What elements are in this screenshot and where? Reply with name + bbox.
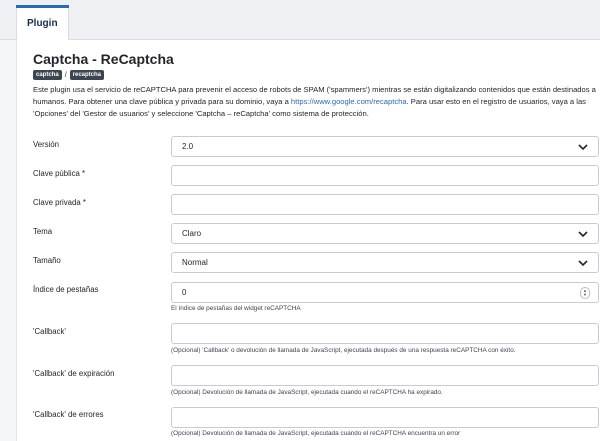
- badge-group: [33, 70, 104, 80]
- description-text-end: . Para usar esto en el registro de usuarios, vaya a las 'Opciones' del 'Gestor de usuarios' y seleccione 'Captcha – reCaptcha' como sistema de protección.: [33, 97, 586, 118]
- callback-label: 'Callback': [33, 327, 66, 336]
- size-select[interactable]: [171, 252, 599, 273]
- tabindex-input[interactable]: [171, 282, 599, 303]
- private-key-input[interactable]: [171, 194, 599, 215]
- callback-help: (Opcional) 'Callback' o devolución de llamada de JavaScript, ejecutada después de una respuesta reCAPTCHA con éxito.: [171, 347, 516, 354]
- badge-recaptcha: recaptcha: [70, 70, 104, 80]
- tabindex-label: Índice de pestañas: [33, 285, 99, 294]
- callback-input[interactable]: [171, 323, 599, 344]
- badge-captcha: captcha: [33, 70, 62, 80]
- badge-separator: /: [64, 71, 67, 79]
- error-callback-help: (Opcional) Devolución de llamada de JavaScript, ejecutada cuando el reCAPTCHA encuentra un error: [171, 430, 461, 437]
- error-callback-label: 'Callback' de errores: [33, 410, 104, 419]
- theme-label: Tema: [33, 227, 53, 236]
- private-key-label: Clave privada *: [33, 198, 86, 207]
- tabindex-help: El índice de pestañas del widget reCAPTCHA: [171, 305, 301, 312]
- tab-bar: [0, 0, 600, 40]
- expired-callback-label: 'Callback' de expiración: [33, 369, 115, 378]
- recaptcha-link[interactable]: https://www.google.com/recaptcha: [290, 97, 407, 106]
- plugin-description: [33, 84, 597, 120]
- theme-value: Claro: [182, 229, 202, 238]
- version-select[interactable]: [171, 136, 599, 157]
- expired-callback-help: (Opcional) Devolución de llamada de JavaScript, ejecutada cuando el reCAPTCHA ha expirado.: [171, 389, 443, 396]
- plugin-panel: [16, 40, 600, 441]
- tabindex-value: 0: [182, 288, 187, 297]
- version-value: 2.0: [182, 142, 194, 151]
- tab-plugin[interactable]: Plugin: [16, 5, 69, 40]
- expired-callback-input[interactable]: [171, 365, 599, 386]
- description-text: Este plugin usa el servicio de reCAPTCHA para prevenir el acceso de robots de SPAM ('spammers') mientras se están digitalizando contenidos que están destinados a humanos. Para obtener una clave pública y privada para su dominio, vaya a: [33, 85, 596, 106]
- public-key-label: Clave pública *: [33, 169, 86, 178]
- spinner-icon[interactable]: ▲ ▼: [580, 287, 590, 299]
- size-label: Tamaño: [33, 256, 61, 265]
- public-key-input[interactable]: [171, 165, 599, 186]
- chevron-down-icon: [577, 141, 589, 153]
- error-callback-input[interactable]: [171, 407, 599, 428]
- chevron-down-icon: [577, 228, 589, 240]
- size-value: Normal: [182, 258, 208, 267]
- theme-select[interactable]: [171, 223, 599, 244]
- version-label: Versión: [33, 140, 60, 149]
- page-title: Captcha - ReCaptcha: [33, 51, 174, 67]
- chevron-down-icon: [577, 257, 589, 269]
